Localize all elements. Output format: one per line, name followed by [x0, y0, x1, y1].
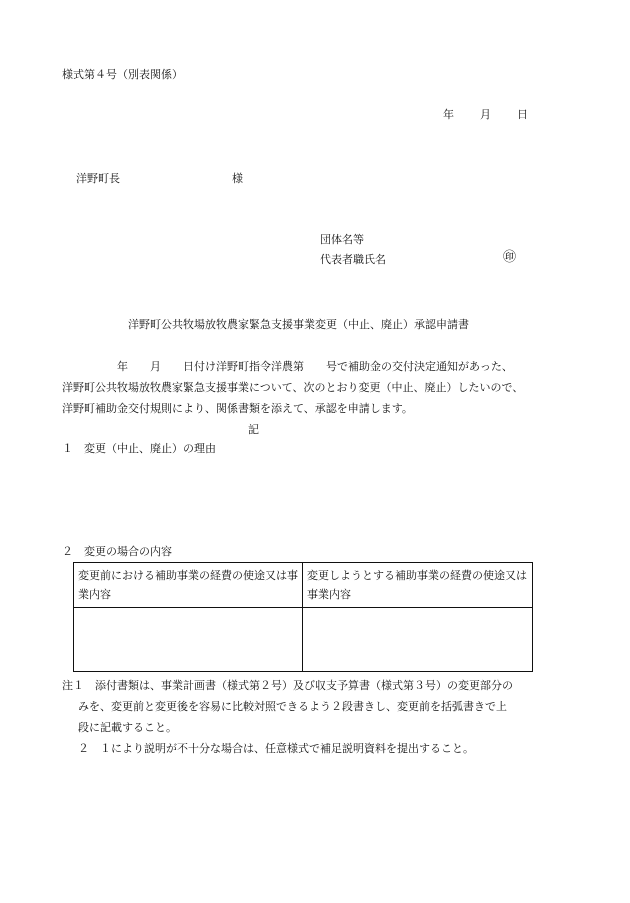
- section-2-heading: ２ 変更の場合の内容: [62, 545, 172, 558]
- table-cell-before: [74, 608, 303, 672]
- document-title: 洋野町公共牧場放牧農家緊急支援事業変更（中止、廃止）承認申請書: [128, 318, 469, 331]
- seal-mark: ㊞: [503, 250, 517, 265]
- note-1-line-1: 注１ 添付書類は、事業計画書（様式第２号）及び収支予算書（様式第３号）の変更部分の: [62, 679, 513, 692]
- representative-name-label: 代表者職氏名: [320, 253, 386, 266]
- table-header-before: 変更前における補助事業の経費の使途又は事業内容: [74, 563, 303, 608]
- table-row: [74, 608, 533, 672]
- intro-text-line-2: 洋野町公共牧場放牧農家緊急支援事業について、次のとおり変更（中止、廃止）したいので、: [62, 381, 524, 394]
- ki-marker: 記: [248, 423, 259, 436]
- date-month-label: 月: [480, 108, 491, 121]
- form-number: 様式第４号（別表関係）: [62, 68, 183, 81]
- note-2: ２ １により説明が不十分な場合は、任意様式で補足説明資料を提出すること。: [78, 742, 474, 755]
- table-header-after: 変更しようとする補助事業の経費の使途又は事業内容: [303, 563, 533, 608]
- intro-text-line-3: 洋野町補助金交付規則により、関係書類を添えて、承認を申請します。: [62, 402, 413, 415]
- table-header-row: [74, 563, 533, 608]
- date-day-label: 日: [517, 108, 528, 121]
- addressee-honorific: 様: [232, 172, 243, 185]
- section-1-heading: １ 変更（中止、廃止）の理由: [62, 442, 216, 455]
- intro-text-line-1: 年 月 日付け洋野町指令洋農第 号で補助金の交付決定通知があった、: [62, 360, 513, 373]
- org-name-label: 団体名等: [320, 233, 364, 246]
- date-line: [443, 108, 528, 122]
- table-cell-after: [303, 608, 533, 672]
- date-year-label: 年: [443, 108, 454, 121]
- change-content-table: [73, 562, 533, 672]
- note-1-line-2: みを、変更前と変更後を容易に比較対照できるよう２段書きし、変更前を括弧書きで上: [78, 700, 507, 713]
- note-1-line-3: 段に記載すること。: [78, 721, 177, 734]
- addressee-name: 洋野町長: [76, 172, 120, 185]
- addressee: [76, 172, 243, 186]
